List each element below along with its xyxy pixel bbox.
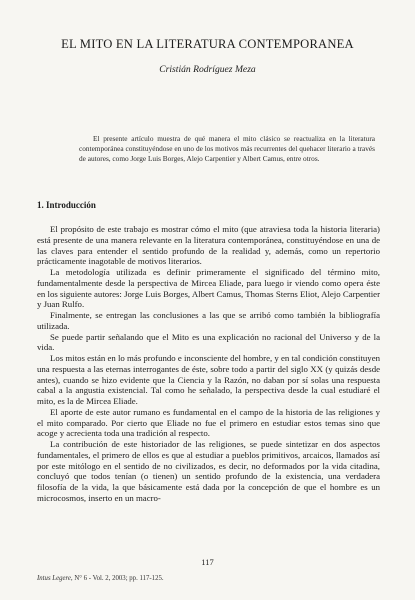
abstract-text: El presente artículo muestra de qué manera el mito clásico se reactualiza en la literatura contemporánea constituyéndose en uno de los motivos más recurrentes del quehacer literario a través de autores, como Jorge Luis Borges, Alejo Carpentier y Albert Camus, entre otros. bbox=[79, 134, 375, 163]
abstract bbox=[79, 134, 375, 164]
journal-footer bbox=[37, 575, 164, 582]
paragraph: El aporte de este autor rumano es fundamental en el campo de la historia de las religiones y el mito comparado. Por cierto que Eliade no fue el primero en estudiar estos temas sino que acoge y acrecienta toda una tradición al respecto. bbox=[37, 406, 380, 439]
paragraph: Los mitos están en lo más profundo e inconsciente del hombre, y en tal condición constituyen una respuesta a las eternas interrogantes de éste, sobre todo a partir del siglo XX (y quizás desde antes), cuando se hizo evidente que la Ciencia y la Razón, no daban por sí solas una respuesta cabal a la angustia existencial. Tal como he señalado, la perspectiva desde la cual estudiaré el mito, es la de Mircea Eliade. bbox=[37, 353, 380, 406]
paragraph: Se puede partir señalando que el Mito es una explicación no racional del Universo y de la vida. bbox=[37, 331, 380, 353]
section-heading: 1. Introducción bbox=[37, 200, 96, 210]
body-text bbox=[37, 224, 380, 504]
journal-details: , N° 6 - Vol. 2, 2003; pp. 117-125. bbox=[70, 575, 164, 582]
paragraph: La metodología utilizada es definir primeramente el significado del término mito, fundamentalmente desde la perspectiva de Mircea Eliade, para luego ir viendo como opera éste en los siguiente autores: Jorge Luis Borges, Albert Camus, Thomas Sterns Eliot, Alejo Carpentier y Juan Rulfo. bbox=[37, 267, 380, 310]
paragraph: Finalmente, se entregan las conclusiones a las que se arribó como también la bibliografía utilizada. bbox=[37, 310, 380, 331]
article-title: EL MITO EN LA LITERATURA CONTEMPORANEA bbox=[61, 37, 354, 51]
paragraph: El propósito de este trabajo es mostrar cómo el mito (que atraviesa toda la historia literaria) está presente de una manera relevante en la literatura contemporánea, constituyéndose en una de las claves para entender el sentido profundo de la realidad y, además, como un repertorio prácticamente inagotable de motivos literarios. bbox=[37, 224, 380, 267]
journal-name: Intus Legere bbox=[37, 575, 71, 582]
paragraph: La contribución de este historiador de las religiones, se puede sintetizar en dos aspectos fundamentales, el primero de ellos es que al estudiar a pueblos primitivos, arcaicos, llamados así por este mitólogo en el sentido de no civilizados, es decir, no deformados por la vida citadina, concluyó que todos tenían (o tienen) un sentido profundo de la existencia, una verdadera filosofía de la vida, la que básicamente está dada por la concepción de que el hombre es un microcosmos, inserto en un macro- bbox=[37, 439, 380, 503]
article-author: Cristián Rodríguez Meza bbox=[159, 64, 256, 75]
page-number: 117 bbox=[201, 557, 214, 567]
